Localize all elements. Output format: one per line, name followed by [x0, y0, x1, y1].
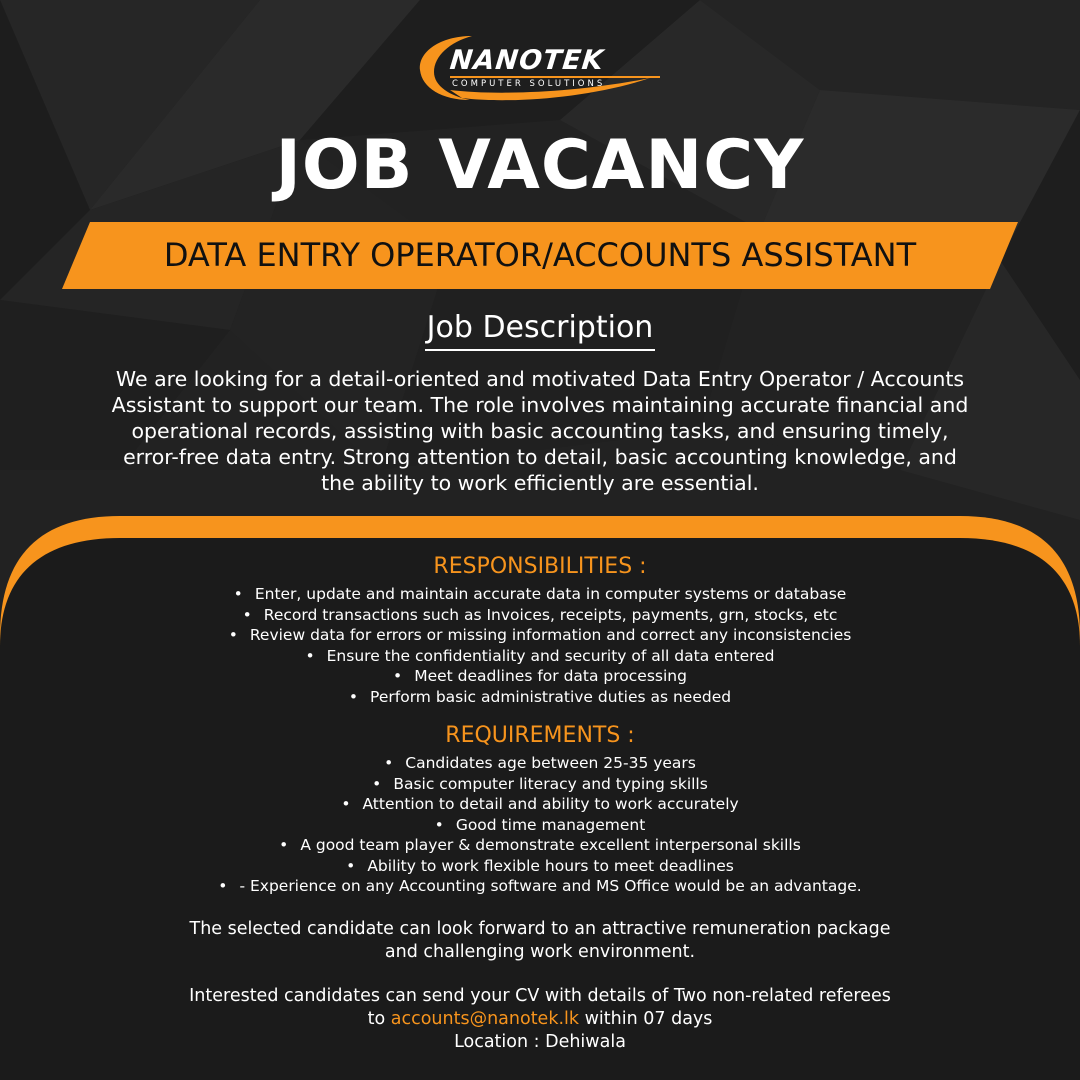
apply-suffix: within 07 days [584, 1009, 713, 1029]
apply-info [0, 985, 1080, 1054]
list-item: • A good team player & demonstrate excellent interpersonal skills [279, 836, 801, 854]
description-line: We are looking for a detail-oriented and motivated Data Entry Operator / Accounts [115, 367, 965, 391]
position-title: DATA ENTRY OPERATOR/ACCOUNTS ASSISTANT [163, 236, 917, 274]
logo-wordmark: NANOTEK [448, 45, 606, 76]
list-item: • Basic computer literacy and typing skills [372, 774, 708, 793]
description-line: Assistant to support our team. The role involves maintaining accurate financial and [111, 393, 969, 417]
closing-text [0, 918, 1080, 964]
requirements-heading: REQUIREMENTS : [445, 723, 635, 748]
requirements-list [0, 753, 1080, 897]
list-item: • Ability to work flexible hours to meet deadlines [346, 856, 734, 875]
page-title: JOB VACANCY [275, 126, 805, 205]
apply-line [0, 1008, 1080, 1031]
position-banner [62, 222, 1018, 289]
list-item: • Record transactions such as Invoices, receipts, payments, grn, stocks, etc [242, 605, 838, 624]
list-item: • Ensure the confidentiality and security of all data entered [305, 646, 775, 665]
logo-tagline: COMPUTER SOLUTIONS [452, 79, 606, 89]
description-line: the ability to work efficiently are essential. [321, 471, 759, 495]
job-description-title: Job Description [425, 309, 656, 351]
list-item: • Attention to detail and ability to work accurately [341, 795, 739, 813]
responsibilities-list [0, 584, 1080, 707]
email-link[interactable]: accounts@nanotek.lk [390, 1009, 580, 1029]
list-item: • Perform basic administrative duties as needed [348, 687, 732, 706]
list-item: • Meet deadlines for data processing [393, 667, 687, 685]
description-line: error-free data entry. Strong attention to detail, basic accounting knowledge, and [123, 445, 957, 469]
closing-line: and challenging work environment. [384, 942, 696, 962]
job-description-heading [0, 309, 1080, 351]
list-item: • Review data for errors or missing information and correct any inconsistencies [228, 626, 852, 644]
list-item: • - Experience on any Accounting software and MS Office would be an advantage. [218, 877, 862, 895]
description-line: operational records, assisting with basic accounting tasks, and ensuring timely, [131, 419, 949, 443]
responsibilities-heading: RESPONSIBILITIES : [433, 554, 647, 579]
apply-prefix: to [367, 1009, 386, 1029]
apply-line: Interested candidates can send your CV with details of Two non-related referees [189, 986, 891, 1006]
job-description-body [100, 366, 980, 496]
location-text: Location : Dehiwala [454, 1032, 626, 1052]
company-logo [410, 30, 675, 105]
list-item: • Good time management [434, 815, 646, 834]
list-item: • Enter, update and maintain accurate data in computer systems or database [233, 585, 847, 603]
closing-line: The selected candidate can look forward to an attractive remuneration package [189, 919, 891, 939]
list-item: • Candidates age between 25-35 years [384, 754, 696, 772]
